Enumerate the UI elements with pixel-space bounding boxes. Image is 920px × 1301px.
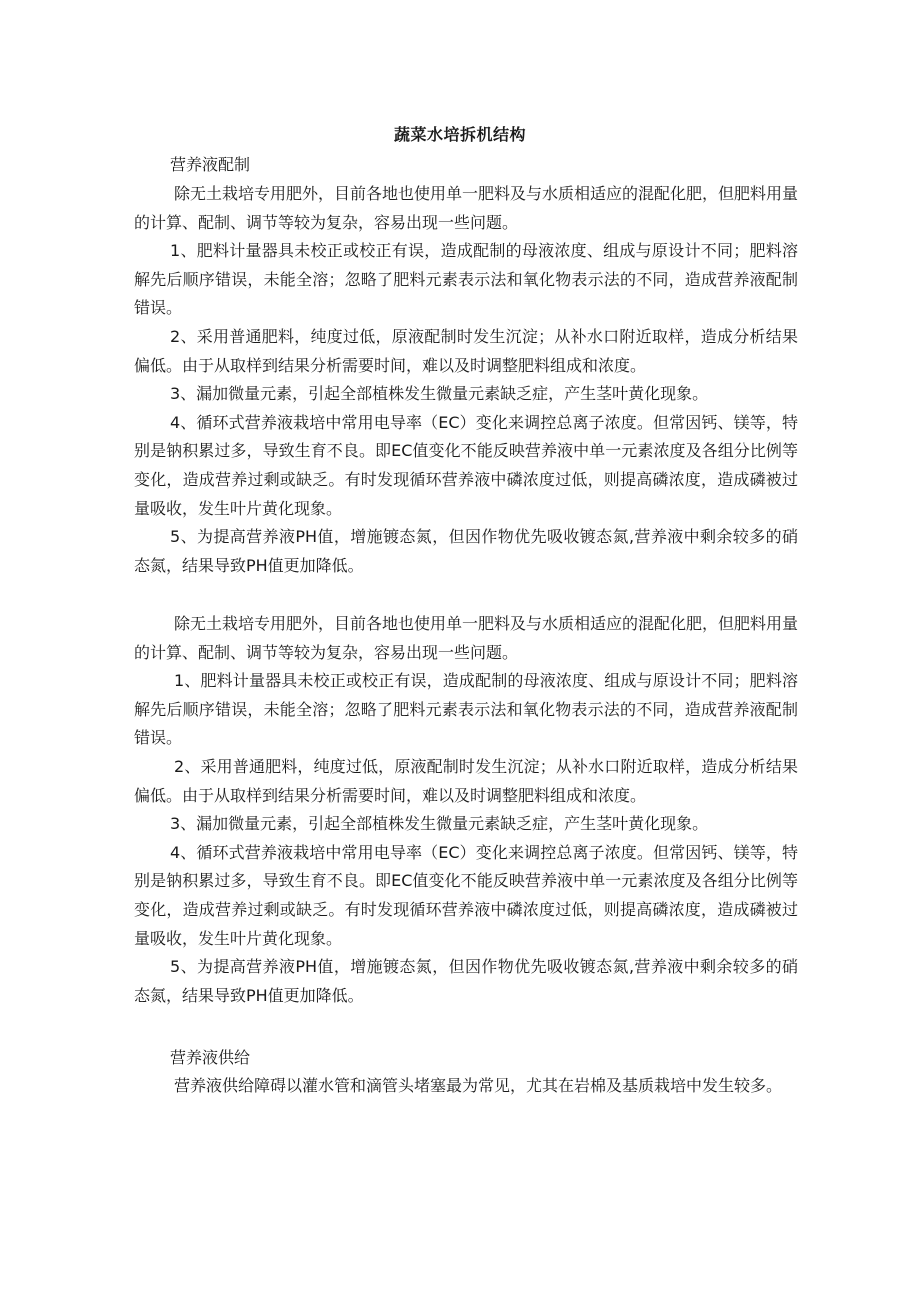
document-title: 蔬菜水培拆机结构 — [393, 125, 526, 144]
paragraph: 3、漏加微量元素，引起全部植株发生微量元素缺乏症，产生茎叶黄化现象。 — [170, 814, 709, 834]
paragraph: 除无土栽培专用肥外，目前各地也使用单一肥料及与水质相适应的混配化肥，但肥料用量的计算、配制、调节等较为复杂，容易出现一些问题。 — [134, 184, 799, 232]
section1-repeat-body — [134, 610, 798, 1010]
section-heading-nutrient-preparation: 营养液配制 — [170, 155, 251, 174]
paragraph: 4、循环式营养液栽培中常用电导率（EC）变化来调控总离子浓度。但常因钙、镁等，特别是钠积累过多，导致生育不良。即EC值变化不能反映营养液中单一元素浓度及各组分比例等变化，造成营养过剩或缺乏。有时发现循环营养液中磷浓度过低，则提高磷浓度，造成磷被过量吸收，发生叶片黄化现象。 — [134, 842, 798, 948]
section1-body — [134, 180, 798, 580]
section-heading-nutrient-supply: 营养液供给 — [170, 1048, 251, 1067]
paragraph: 2、采用普通肥料，纯度过低，原液配制时发生沉淀；从补水口附近取样，造成分析结果偏低。由于从取样到结果分析需要时间，难以及时调整肥料组成和浓度。 — [134, 326, 798, 375]
paragraph: 5、为提高营养液PH值，增施镀态氮，但因作物优先吸收镀态氮,营养液中剩余较多的硝态氮，结果导致PH值更加降低。 — [134, 957, 798, 1005]
paragraph: 1、肥料计量器具未校正或校正有误，造成配制的母液浓度、组成与原设计不同；肥料溶解先后顺序错误，未能全溶；忽略了肥料元素表示法和氧化物表示法的不同，造成营养液配制错误。 — [134, 671, 798, 748]
paragraph: 1、肥料计量器具未校正或校正有误，造成配制的母液浓度、组成与原设计不同；肥料溶解先后顺序错误，未能全溶；忽略了肥料元素表示法和氧化物表示法的不同，造成营养液配制错误。 — [134, 241, 798, 318]
paragraph: 4、循环式营养液栽培中常用电导率（EC）变化来调控总离子浓度。但常因钙、镁等，特别是钠积累过多，导致生育不良。即EC值变化不能反映营养液中单一元素浓度及各组分比例等变化，造成营养过剩或缺乏。有时发现循环营养液中磷浓度过低，则提高磷浓度，造成磷被过量吸收，发生叶片黄化现象。 — [134, 412, 798, 518]
paragraph: 2、采用普通肥料，纯度过低，原液配制时发生沉淀；从补水口附近取样，造成分析结果偏低。由于从取样到结果分析需要时间，难以及时调整肥料组成和浓度。 — [134, 756, 798, 805]
paragraph: 3、漏加微量元素，引起全部植株发生微量元素缺乏症，产生茎叶黄化现象。 — [170, 384, 709, 404]
paragraph: 营养液供给障碍以灌水管和滴管头堵塞最为常见，尤其在岩棉及基质栽培中发生较多。 — [174, 1076, 783, 1095]
paragraph: 除无土栽培专用肥外，目前各地也使用单一肥料及与水质相适应的混配化肥，但肥料用量的计算、配制、调节等较为复杂，容易出现一些问题。 — [134, 614, 799, 662]
paragraph: 5、为提高营养液PH值，增施镀态氮，但因作物优先吸收镀态氮,营养液中剩余较多的硝态氮，结果导致PH值更加降低。 — [134, 527, 798, 575]
section2-body — [134, 1072, 798, 1101]
